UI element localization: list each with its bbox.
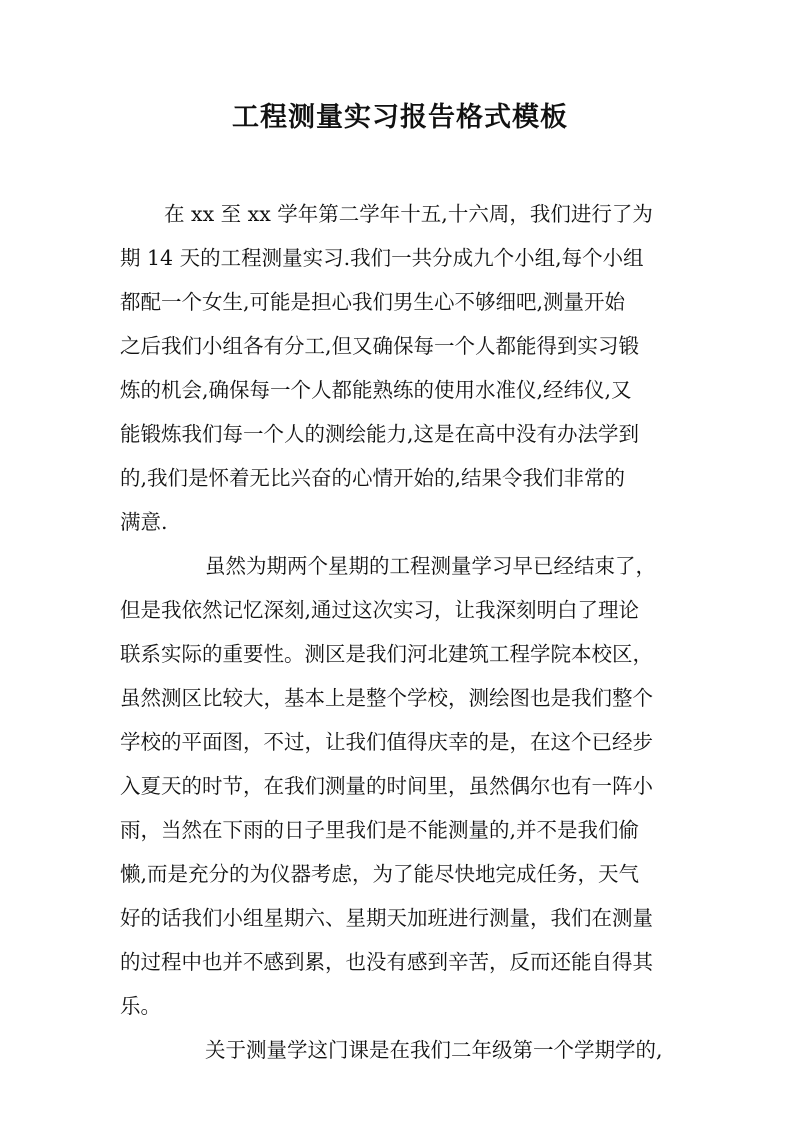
paragraph-1-line: 都配一个女生,可能是担心我们男生心不够细吧,测量开始 — [120, 290, 626, 314]
paragraph-2-line: 联系实际的重要性。测区是我们河北建筑工程学院本校区， — [120, 642, 653, 666]
paragraph-1-line: 炼的机会,确保每一个人都能熟练的使用水准仪,经纬仪,又 — [120, 378, 632, 402]
paragraph-2-line: 好的话我们小组星期六、星期天加班进行测量，我们在测量 — [120, 906, 653, 930]
paragraph-2-line: 学校的平面图，不过，让我们值得庆幸的是，在这个已经步 — [120, 730, 653, 754]
document-title: 工程测量实习报告格式模板 — [232, 102, 568, 133]
paragraph-2-line: 但是我依然记忆深刻,通过这次实习，让我深刻明白了理论 — [120, 598, 640, 622]
paragraph-1-line: 期 14 天的工程测量实习.我们一共分成九个小组,每个小组 — [120, 246, 644, 270]
paragraph-1-line: 之后我们小组各有分工,但又确保每一个人都能得到实习锻 — [120, 334, 640, 358]
paragraph-2-line: 入夏天的时节，在我们测量的时间里，虽然偶尔也有一阵小 — [120, 774, 653, 798]
paragraph-1-line: 能锻炼我们每一个人的测绘能力,这是在高中没有办法学到 — [120, 422, 640, 446]
paragraph-1-line: 满意. — [120, 510, 168, 534]
paragraph-2-line: 懒,而是充分的为仪器考虑，为了能尽快地完成任务，天气 — [120, 862, 640, 886]
paragraph-2-line: 虽然测区比较大，基本上是整个学校，测绘图也是我们整个 — [120, 686, 653, 710]
paragraph-3-line: 关于测量学这门课是在我们二年级第一个学期学的, — [205, 1038, 663, 1062]
paragraph-1-line: 的,我们是怀着无比兴奋的心情开始的,结果令我们非常的 — [120, 466, 626, 490]
paragraph-2-line: 的过程中也并不感到累，也没有感到辛苦，反而还能自得其 — [120, 950, 653, 974]
paragraph-1-line: 在 xx 至 xx 学年第二学年十五,十六周，我们进行了为 — [164, 202, 653, 226]
paragraph-2-line: 乐。 — [120, 994, 161, 1018]
paragraph-2-line: 虽然为期两个星期的工程测量学习早已经结束了， — [205, 554, 656, 578]
paragraph-2-line: 雨，当然在下雨的日子里我们是不能测量的,并不是我们偷 — [120, 818, 640, 842]
